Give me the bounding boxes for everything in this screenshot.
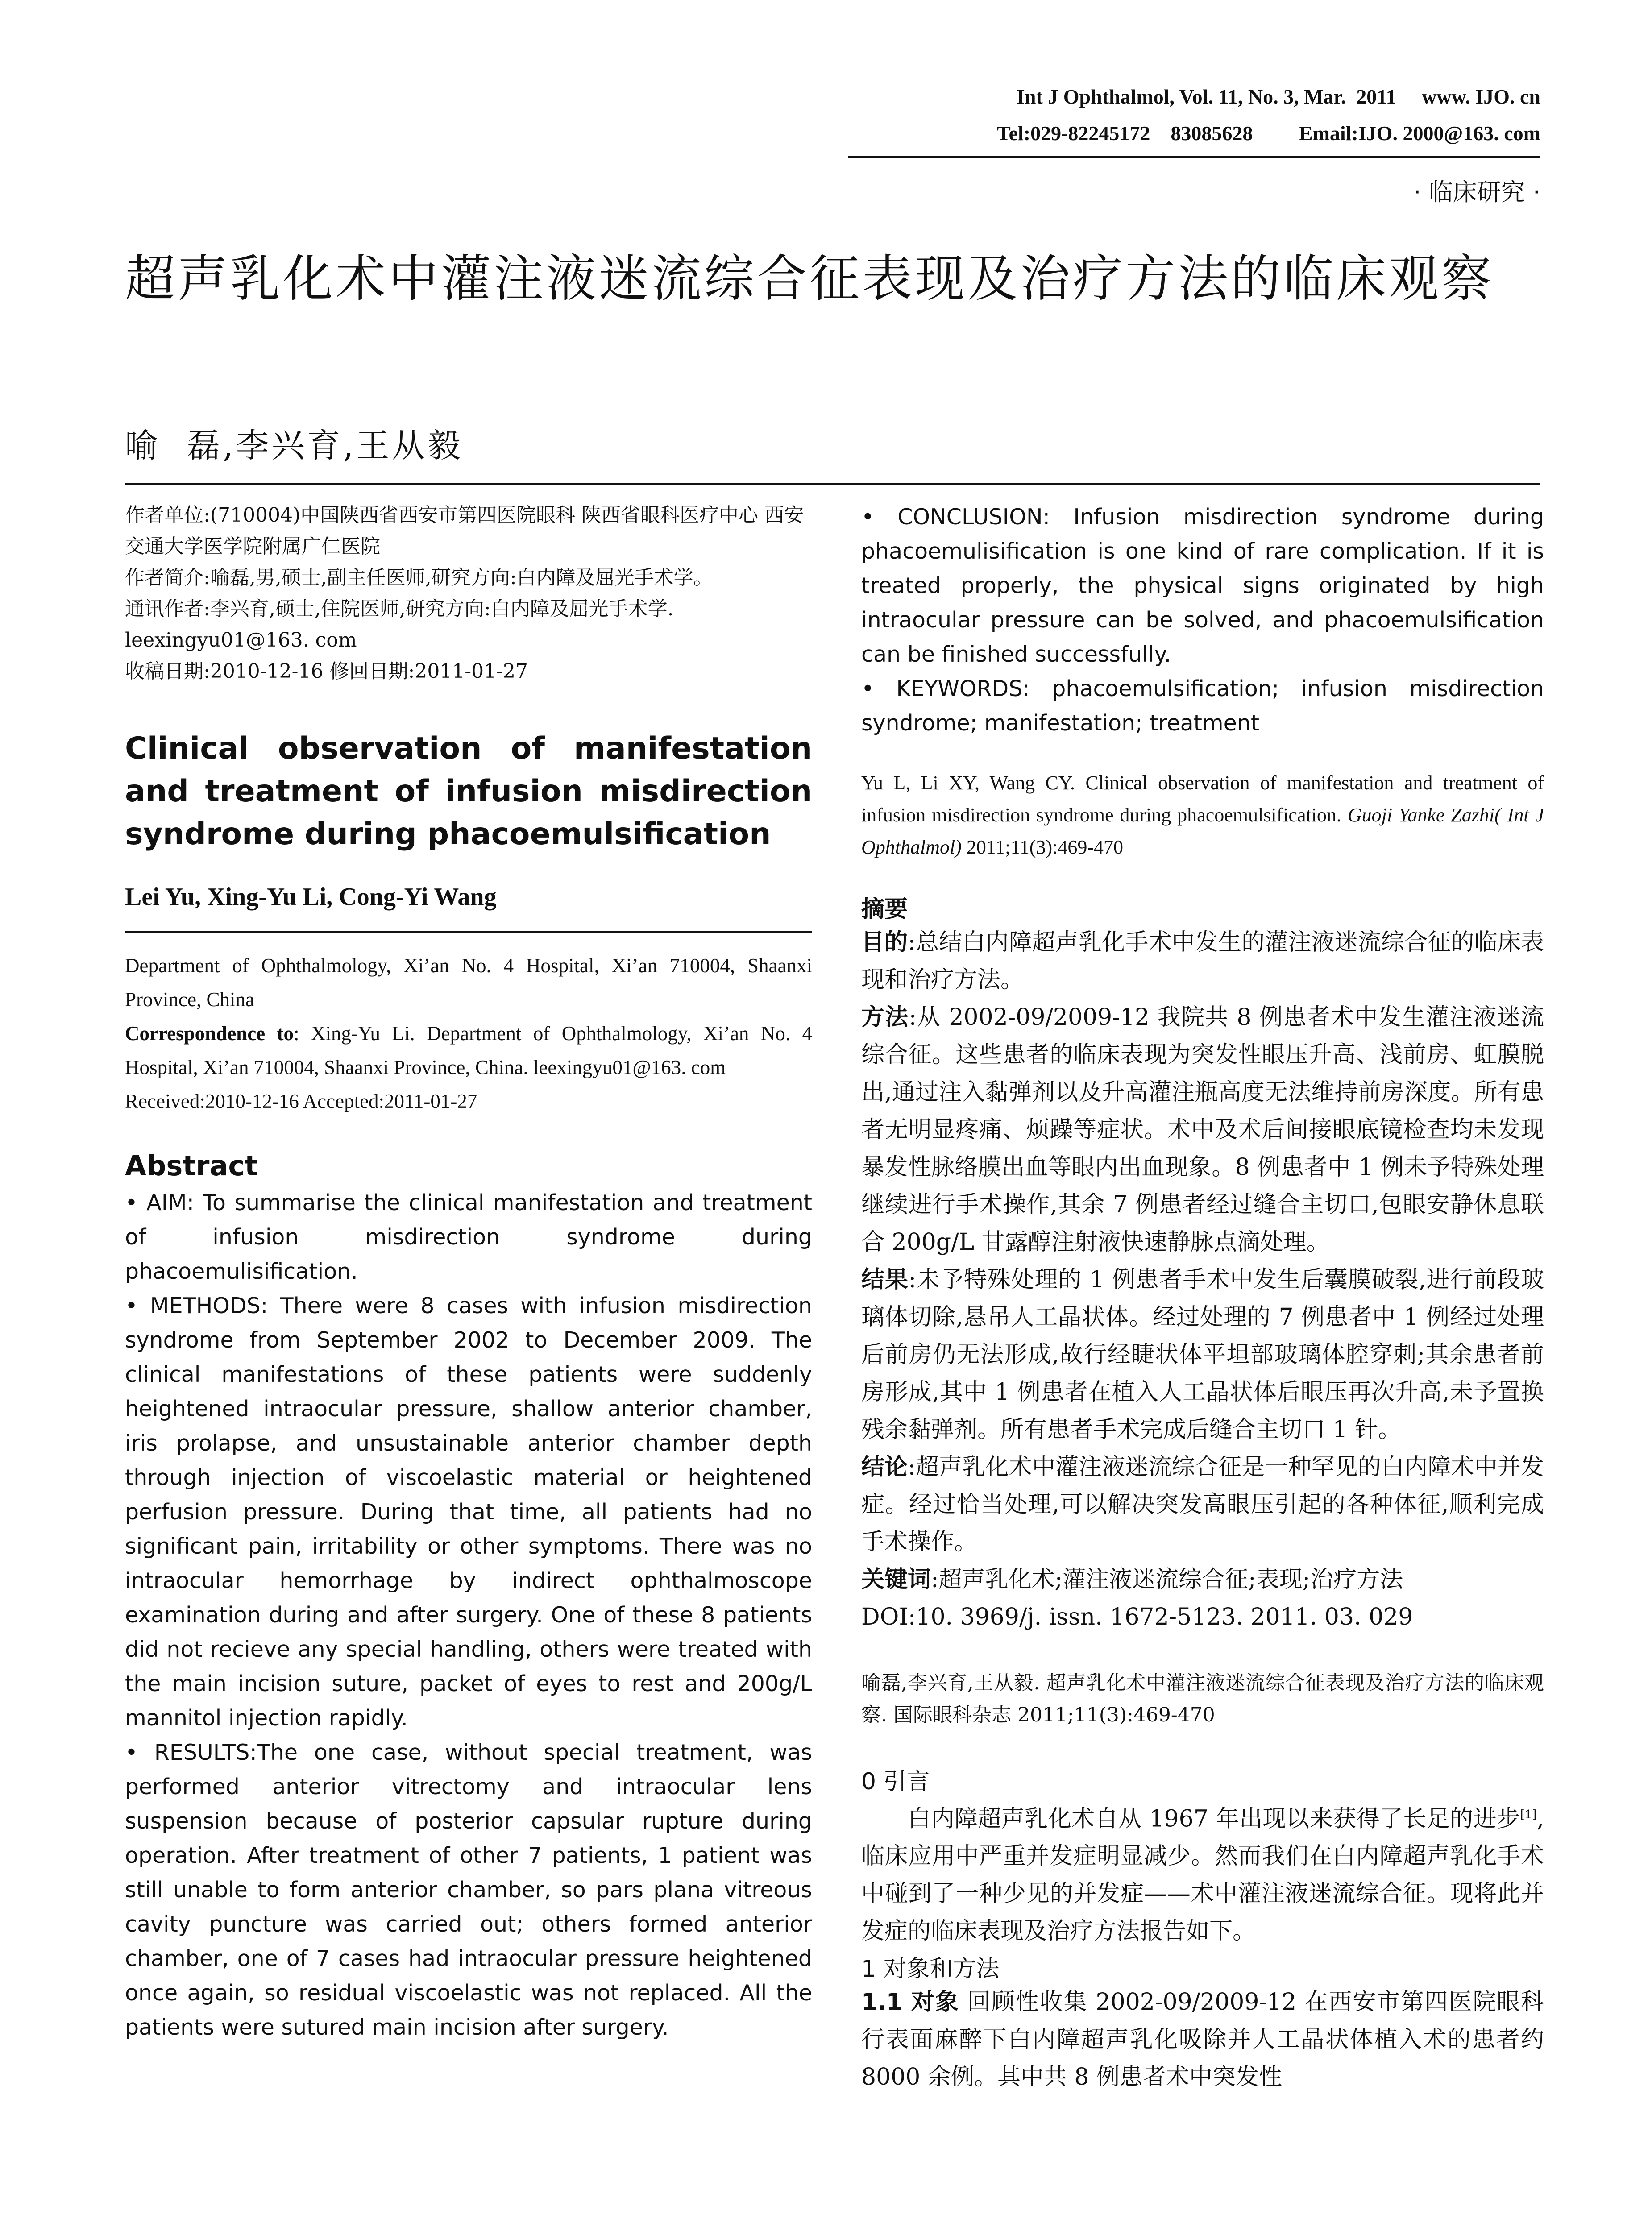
- methods-text: :从 2002-09/2009-12 我院共 8 例患者术中发生灌注液迷流综合征。这些患者的临床表现为突发性眼压升高、浅前房、虹膜脱出,通过注入黏弹剂以及升高灌注瓶高度无法维持前房深度。所有患者无明显疼痛、烦躁等症状。术中及术后间接眼底镜检查均未发现暴发性脉络膜出血等眼内出血现象。8 例患者中 1 例未予特殊处理继续进行手术操作,其余 7 例患者经过缝合主切口,包眼安静休息联合 200g/L 甘露醇注射液快速静脉点滴处理。: [861, 1004, 1544, 1256]
- keywords-label: 关键词: [861, 1566, 931, 1593]
- abstract-aim: • AIM: To summarise the clinical manifestation and treatment of infusion misdirection syndrome during phacoemulisification.: [125, 1190, 812, 1284]
- cn-title: 超声乳化术中灌注液迷流综合征表现及治疗方法的临床观察: [125, 250, 1494, 308]
- received-accepted: Received:2010-12-16 Accepted:2011-01-27: [125, 1090, 477, 1112]
- cn-abstract-keywords: [861, 1561, 1544, 1598]
- cn-abstract-objective: [861, 924, 1544, 999]
- cn-dates: 收稿日期:2010-12-16 修回日期:2011-01-27: [125, 660, 528, 683]
- cn-author-bio: 作者简介:喻磊,男,硕士,副主任医师,研究方向:白内障及屈光手术学。: [125, 566, 713, 589]
- affiliation: Department of Ophthalmology, Xi’an No. 4 Hospital, Xi’an 710004, Shaanxi Province, China: [125, 954, 812, 1011]
- citation-en-authors-title: Yu L, Li XY, Wang CY. Clinical observation of manifestation and treatment of infusion misdirection syndrome during phacoemulsification.: [861, 772, 1544, 826]
- citation-cn: 喻磊,李兴育,王从毅. 超声乳化术中灌注液迷流综合征表现及治疗方法的临床观察. 国际眼科杂志 2011;11(3):469-470: [861, 1671, 1544, 1726]
- left-column: [125, 500, 812, 2044]
- abstract-heading: Abstract: [125, 1149, 258, 1182]
- cn-abstract-results: [861, 1261, 1544, 1448]
- abstract-results: • RESULTS:The one case, without special treatment, was performed anterior vitrectomy and intraocular lens suspension because of posterior capsular rupture during operation. After treatment of other 7 patients, 1 patient was still unable to form anterior chamber, so pars plana vitreous cavity puncture was carried out; others formed anterior chamber, one of 7 cases had intraocular pressure heightened once again, so residual viscoelastic was not replaced. All the patients were sutured main incision after surgery.: [125, 1740, 812, 2040]
- title-rule: [125, 483, 1540, 485]
- journal-header-line1: Int J Ophthalmol, Vol. 11, No. 3, Mar. 2011 www. IJO. cn: [1016, 85, 1540, 108]
- intro-text-a: 白内障超声乳化术自从 1967 年出现以来获得了长足的进步: [908, 1805, 1520, 1833]
- cn-abstract-heading: 摘要: [861, 896, 908, 923]
- correspondence: [125, 1016, 812, 1084]
- intro-paragraph: [861, 1796, 1544, 1950]
- section-0-heading: 0 引言: [861, 1768, 930, 1795]
- cn-author-unit: 作者单位:(710004)中国陕西省西安市第四医院眼科 陕西省眼科医疗中心 西安交通大学医学院附属广仁医院: [125, 504, 804, 558]
- intro-reference: [1]: [1520, 1808, 1537, 1821]
- objective-text: :总结白内障超声乳化手术中发生的灌注液迷流综合征的临床表现和治疗方法。: [861, 929, 1544, 993]
- cn-corresponding-author: 通讯作者:李兴育,硕士,住院医师,研究方向:白内障及屈光手术学. leexingyu01@163. com: [125, 597, 674, 651]
- en-authors: Lei Yu, Xing-Yu Li, Cong-Yi Wang: [125, 883, 497, 911]
- cn-authors: 喻 磊,李兴育,王从毅: [125, 427, 464, 465]
- section-1-heading: 1 对象和方法: [861, 1956, 1000, 1983]
- authors-rule: [125, 931, 812, 933]
- citation-en-volume: 2011;11(3):469-470: [961, 836, 1124, 858]
- en-title: Clinical observation of manifestation and treatment of infusion misdirection syndrome during phacoemulsification: [125, 731, 812, 852]
- abstract-conclusion: • CONCLUSION: Infusion misdirection syndrome during phacoemulisification is one kind of rare complication. If it is treated properly, the physical signs originated by high intraocular pressure can be solved, and phacoemulsification can be finished successfully.: [861, 504, 1544, 667]
- objective-label: 目的: [861, 929, 908, 956]
- section-tag: · 临床研究 ·: [1413, 178, 1540, 206]
- subsection-1-1-label: 1.1 对象: [861, 1989, 959, 2016]
- header-rule: [848, 156, 1540, 158]
- intro-text-b: ,临床应用中严重并发症明显减少。然而我们在白内障超声乳化手术中碰到了一种少见的并发症——术中灌注液迷流综合征。现将此并发症的临床表现及治疗方法报告如下。: [861, 1805, 1544, 1945]
- conclusion-label: 结论: [861, 1454, 908, 1480]
- subsection-1-1-text: 回顾性收集 2002-09/2009-12 在西安市第四医院眼科行表面麻醉下白内障超声乳化吸除并人工晶状体植入术的患者约 8000 余例。其中共 8 例患者术中突发性: [861, 1989, 1544, 2091]
- keywords-text: :超声乳化术;灌注液迷流综合征;表现;治疗方法: [931, 1566, 1403, 1593]
- results-label: 结果: [861, 1266, 909, 1293]
- citation-en-journal: Guoji Yanke Zazhi( Int J Ophthalmol): [861, 804, 1544, 858]
- conclusion-text: :超声乳化术中灌注液迷流综合征是一种罕见的白内障术中并发症。经过恰当处理,可以解决突发高眼压引起的各种体征,顺利完成手术操作。: [861, 1454, 1544, 1555]
- correspondence-label: Correspondence to: [125, 1022, 294, 1045]
- cn-abstract-conclusion: [861, 1448, 1544, 1561]
- subsection-1-1: [861, 1983, 1544, 2096]
- right-column: [861, 500, 1544, 2096]
- correspondence-text: : Xing-Yu Li. Department of Ophthalmology, Xi’an No. 4 Hospital, Xi’an 710004, Shaanxi Province, China. leexingyu01@163. com: [125, 1022, 812, 1078]
- abstract-methods: • METHODS: There were 8 cases with infusion misdirection syndrome from September 2002 to December 2009. The clinical manifestations of these patients were suddenly heightened intraocular pressure, shallow anterior chamber, iris prolapse, and unsustainable anterior chamber depth through injection of viscoelastic material or heightened perfusion pressure. During that time, all patients had no significant pain, irritability or other symptoms. There was no intraocular hemorrhage by indirect ophthalmoscope examination during and after surgery. One of these 8 patients did not recieve any special handling, others were treated with the main incision suture, packet of eyes to rest and 200g/L mannitol injection rapidly.: [125, 1293, 812, 1731]
- citation-en: [861, 767, 1544, 863]
- journal-header-line2: Tel:029-82245172 83085628 Email:IJO. 2000@163. com: [997, 122, 1540, 145]
- abstract-keywords: • KEYWORDS: phacoemulsification; infusion misdirection syndrome; manifestation; treatment: [861, 676, 1544, 736]
- doi: DOI:10. 3969/j. issn. 1672-5123. 2011. 03. 029: [861, 1604, 1413, 1630]
- methods-label: 方法: [861, 1004, 909, 1031]
- results-text: :未予特殊处理的 1 例患者手术中发生后囊膜破裂,进行前段玻璃体切除,悬吊人工晶状体。经过处理的 7 例患者中 1 例经过处理后前房仍无法形成,故行经睫状体平坦部玻璃体腔穿刺;其余患者前房形成,其中 1 例患者在植入人工晶状体后眼压再次升高,未予置换残余黏弹剂。所有患者手术完成后缝合主切口 1 针。: [861, 1266, 1544, 1443]
- cn-abstract-methods: [861, 999, 1544, 1261]
